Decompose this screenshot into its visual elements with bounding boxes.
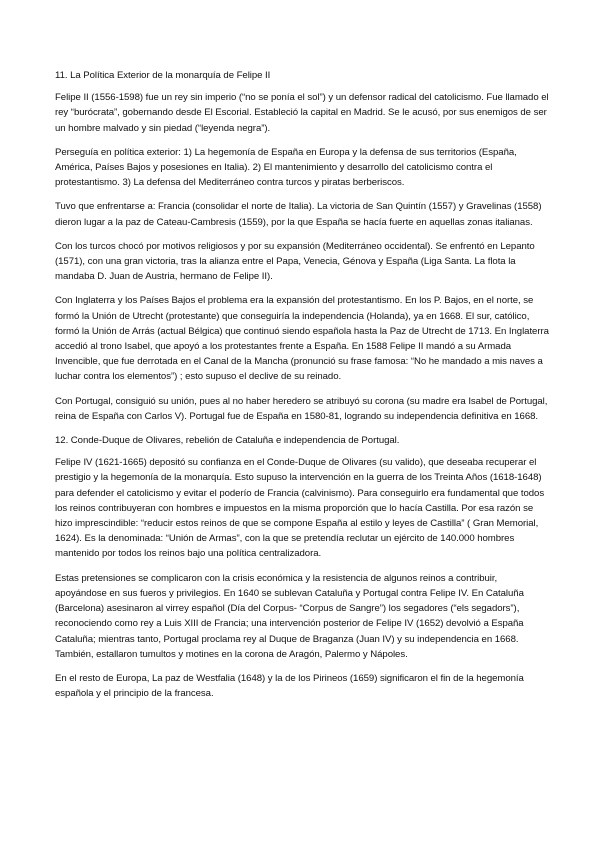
paragraph-felipe-iv: Felipe IV (1621-1665) depositó su confianza en el Conde-Duque de Olivares (su valido), que deseaba recuperar el prestigio y la hegemonía de la monarquía. Esto supuso la intervención en la guerra de los Treinta Años (1618-1648) para defender el catolicismo y evitar el poderío de Francia (calvinismo). Para conseguirlo era fundamental que todos los reinos contribuyeran con hombres e impuestos en la misma proporción que lo hacía Castilla. Por esa razón se hizo imprescindible: “reducir estos reinos de que se compone España al estilo y leyes de Castilla” ( Gran Memorial, 1624). Es la denominada: “Unión de Armas”, con la que se pretendía reclutar un ejército de 140.000 hombres mantenido por todos los reinos bajo una política centralizadora. — [55, 457, 545, 560]
paragraph-francia: Tuvo que enfrentarse a: Francia (consolidar el norte de Italia). La victoria de San Quintín (1557) y Gravelinas (1558) dieron lugar a la paz de Cateau-Cambresis (1559), por la que España se hacía fuerte en aquellas zonas italianas. — [55, 201, 542, 228]
paragraph-crisis: Estas pretensiones se complicaron con la crisis económica y la resistencia de algunos reinos a contribuir, apoyándose en sus fueros y privilegios. En 1640 se sublevan Cataluña y Portugal contra Felipe IV. En Cataluña (Barcelona) asesinaron al virrey español (Día del Corpus- “Corpus de Sangre”) los segadores (“els segadors”), reconociendo como rey a Luis XIII de Francia; una intervención posterior de Felipe IV (1652) devolvió a España Cataluña; mientras tanto, Portugal proclama rey al Duque de Braganza (Juan IV) y su independencia en 1668. También, estallaron tumultos y motines en la corona de Aragón, Palermo y Nápoles. — [55, 572, 524, 660]
paragraph-politica-exterior: Perseguía en política exterior: 1) La hegemonía de España en Europa y la defensa de sus territorios (España, América, Países Bajos y posesiones en Italia). 2) El mantenimiento y desarrollo del catolicismo contra el protestantismo. 3) La defensa del Mediterráneo contra turcos y piratas berberiscos. — [55, 146, 517, 189]
section-heading-12: 12. Conde-Duque de Olivares, rebelión de Cataluña e independencia de Portugal. — [55, 435, 400, 447]
paragraph-turcos: Con los turcos chocó por motivos religiosos y por su expansión (Mediterráneo occidental). Se enfrentó en Lepanto (1571), con una gran victoria, tras la alianza entre el Papa, Venecia, Génova y España (Liga Santa. La flota la mandaba D. Juan de Austria, hermano de Felipe II). — [55, 240, 535, 283]
paragraph-felipe-ii: Felipe II (1556-1598) fue un rey sin imperio (“no se ponía el sol”) y un defensor radical del catolicismo. Fue llamado el rey “burócrata”, gobernando desde El Escorial. Estableció la capital en Madrid. Se le acusó, por sus enemigos de ser un hombre malvado y sin piedad (“leyenda negra”). — [55, 92, 549, 134]
section-heading-11: 11. La Política Exterior de la monarquía de Felipe II — [55, 70, 271, 81]
paragraph-inglaterra: Con Inglaterra y los Países Bajos el problema era la expansión del protestantismo. En los P. Bajos, en el norte, se formó la Unión de Utrecht (protestante) que conseguiría la independencia (Holanda), ya en 1668. El sur, católico, formó la Unión de Arrás (actual Bélgica) que continuó siendo española hasta la Paz de Utrecht de 1713. En Inglaterra accedió al trono Isabel, que apoyó a los protestantes frente a España. En 1588 Felipe II mandó a su Armada Invencible, que fue derrotada en el Canal de la Mancha (pronunció su frase famosa: “No he mandado a mis naves a luchar contra los elementos”) ; esto supuso el declive de su reinado. — [55, 295, 549, 383]
paragraph-westfalia: En el resto de Europa, La paz de Westfalia (1648) y la de los Pirineos (1659) significaron el fin de la hegemonía española y el principio de la francesa. — [55, 672, 524, 700]
paragraph-portugal: Con Portugal, consiguió su unión, pues al no haber heredero se atribuyó su corona (su madre era Isabel de Portugal, reina de España con Carlos V). Portugal fue de España en 1580-81, logrando su independencia definitiva en 1668. — [55, 395, 548, 422]
